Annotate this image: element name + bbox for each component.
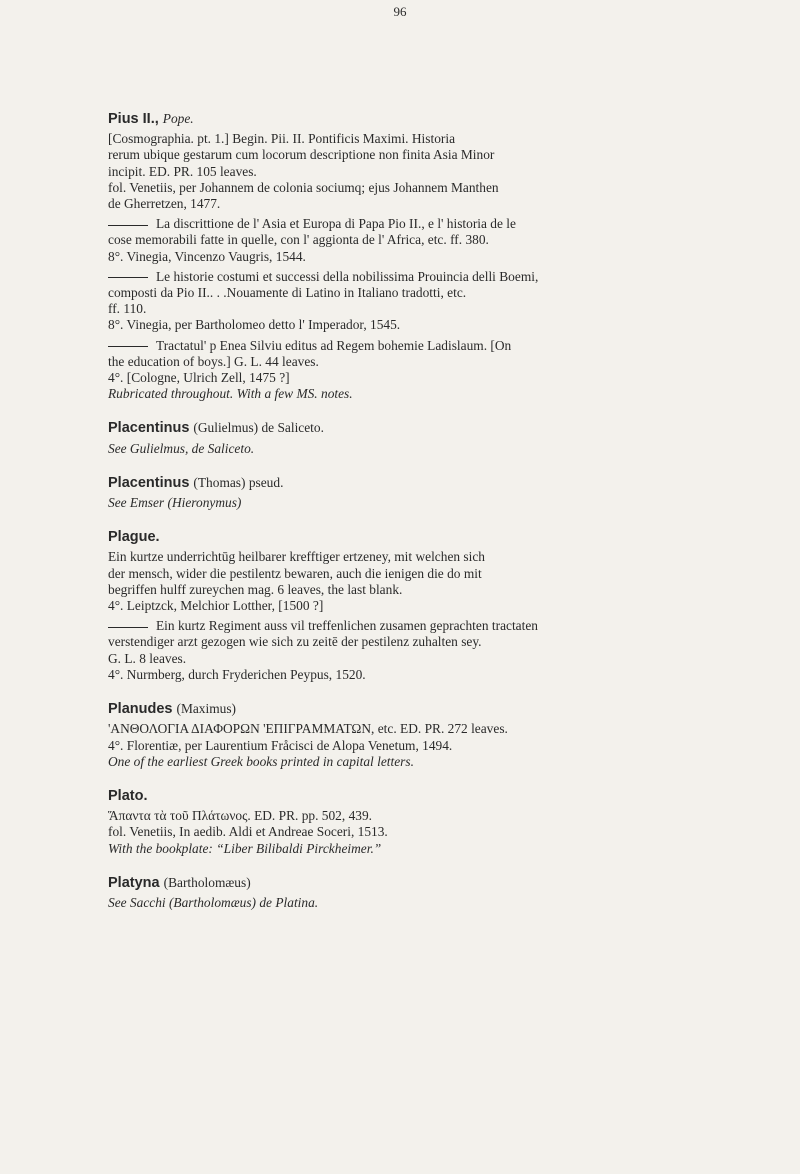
heading-pius (108, 111, 772, 127)
catalogue-column (108, 111, 772, 929)
text-line: 4°. Florentiæ, per Laurentium Fråcisci de Alopa Venetum, 1494. (108, 737, 453, 753)
cross-reference: See Emser (Hieronymus) (108, 495, 242, 511)
pius-entry-4 (108, 338, 772, 403)
cross-reference: See Gulielmus, de Saliceto. (108, 440, 255, 456)
text-line: 8°. Vinegia, per Bartholomeo detto l' Imperador, 1545. (108, 317, 401, 333)
pius-entry-3 (108, 269, 772, 334)
text-line: 4°. [Cologne, Ulrich Zell, 1475 ?] (108, 370, 290, 386)
entry-placentinus-gulielmus (108, 420, 772, 456)
ditto-dash (108, 225, 148, 226)
heading-placentinus (108, 475, 772, 491)
text-line: 8°. Vinegia, Vincenzo Vaugris, 1544. (108, 248, 306, 264)
heading-plato: Plato. (108, 787, 148, 804)
text-line: [Cosmographia. pt. 1.] Begin. Pii. II. Pontificis Maximi. Historia (108, 131, 456, 147)
plague-entry-1 (108, 549, 772, 614)
heading-name: Pius II., (108, 111, 159, 127)
text-line: 4°. Leiptzck, Melchior Lotther, [1500 ?] (108, 598, 324, 614)
text-line: begriffen hulff zureychen mag. 6 leaves, the last blank. (108, 581, 403, 597)
entry-plague (108, 529, 772, 683)
ditto-dash (108, 346, 148, 347)
text-line: de Gherretzen, 1477. (108, 196, 221, 212)
cross-reference: See Sacchi (Bartholomæus) de Platina. (108, 894, 319, 910)
text-line: fol. Venetiis, per Johannem de colonia sociumq; ejus Johannem Manthen (108, 179, 499, 195)
text-line: verstendiger arzt gezogen wie sich zu zeitē der pestilenz zuhalten sey. (108, 634, 482, 650)
entry-platyna (108, 875, 772, 911)
text-line: rerum ubique gestarum cum locorum descriptione non finita Asia Minor (108, 147, 495, 163)
heading-name: Platyna (108, 874, 160, 891)
page-number: 96 (393, 4, 407, 19)
entry-pius (108, 111, 772, 402)
text-line: 4°. Nurmberg, durch Fryderichen Peypus, 1520. (108, 666, 366, 682)
heading-rest: (Thomas) pseud. (193, 474, 284, 490)
entry-placentinus-thomas (108, 475, 772, 511)
text-line: Ein kurtz Regiment auss vil treffenlichen zusamen geprachten tractaten (156, 618, 538, 634)
text-line: G. L. 8 leaves. (108, 650, 187, 666)
text-line: incipit. ED. PR. 105 leaves. (108, 163, 257, 179)
plague-entry-2 (108, 618, 772, 683)
pius-entry-1 (108, 131, 772, 212)
heading-placentinus (108, 420, 772, 436)
text-line: cose memorabili fatte in quelle, con l' aggionta de l' Africa, etc. ff. 380. (108, 232, 489, 248)
text-line: La discrittione de l' Asia et Europa di Papa Pio II., e l' historia de le (156, 216, 516, 232)
heading-plague: Plague. (108, 529, 160, 546)
text-line: Ἅπαντα τὰ τοῦ Πλάτωνος. ED. PR. pp. 502, 439. (108, 808, 373, 824)
entry-planudes (108, 701, 772, 770)
heading-platyna (108, 875, 772, 891)
text-line: Le historie costumi et successi della nobilissima Prouincia delli Boemi, (156, 268, 539, 284)
heading-rest: (Bartholomæus) (163, 874, 251, 890)
pius-entry-2 (108, 216, 772, 265)
text-line: Ein kurtze underrichtūg heilbarer krefftiger ertzeney, mit welchen sich (108, 549, 486, 565)
heading-name: Placentinus (108, 420, 190, 437)
text-line: composti da Pio II.. . .Nouamente di Latino in Italiano tradotti, etc. (108, 285, 467, 301)
text-line: With the bookplate: “Liber Bilibaldi Pirckheimer.” (108, 840, 382, 856)
ditto-dash (108, 277, 148, 278)
heading-planudes (108, 701, 772, 717)
text-line: der mensch, wider die pestilentz bewaren, auch die ienigen die do mit (108, 565, 482, 581)
text-line: the education of boys.] G. L. 44 leaves. (108, 353, 319, 369)
text-line: Tractatul' p Enea Silviu editus ad Regem bohemie Ladislaum. [On (156, 337, 512, 353)
heading-rest: (Gulielmus) de Saliceto. (193, 420, 324, 436)
heading-role: Pope. (162, 111, 194, 126)
heading-name: Planudes (108, 701, 173, 718)
text-line: ff. 110. (108, 301, 147, 317)
entry-plato (108, 788, 772, 857)
text-line: fol. Venetiis, In aedib. Aldi et Andreae Soceri, 1513. (108, 824, 388, 840)
ditto-dash (108, 627, 148, 628)
text-line: 'ΑΝΘΟΛΟΓΙΑ ΔΙΑΦΟΡΩΝ 'ΕΠΙΓΡΑΜΜΑΤΩΝ, etc. ED. PR. 272 leaves. (108, 721, 508, 737)
text-line: One of the earliest Greek books printed in capital letters. (108, 753, 414, 769)
heading-rest: (Maximus) (176, 701, 237, 717)
heading-name: Placentinus (108, 474, 190, 491)
text-line: Rubricated throughout. With a few MS. notes. (108, 386, 353, 402)
